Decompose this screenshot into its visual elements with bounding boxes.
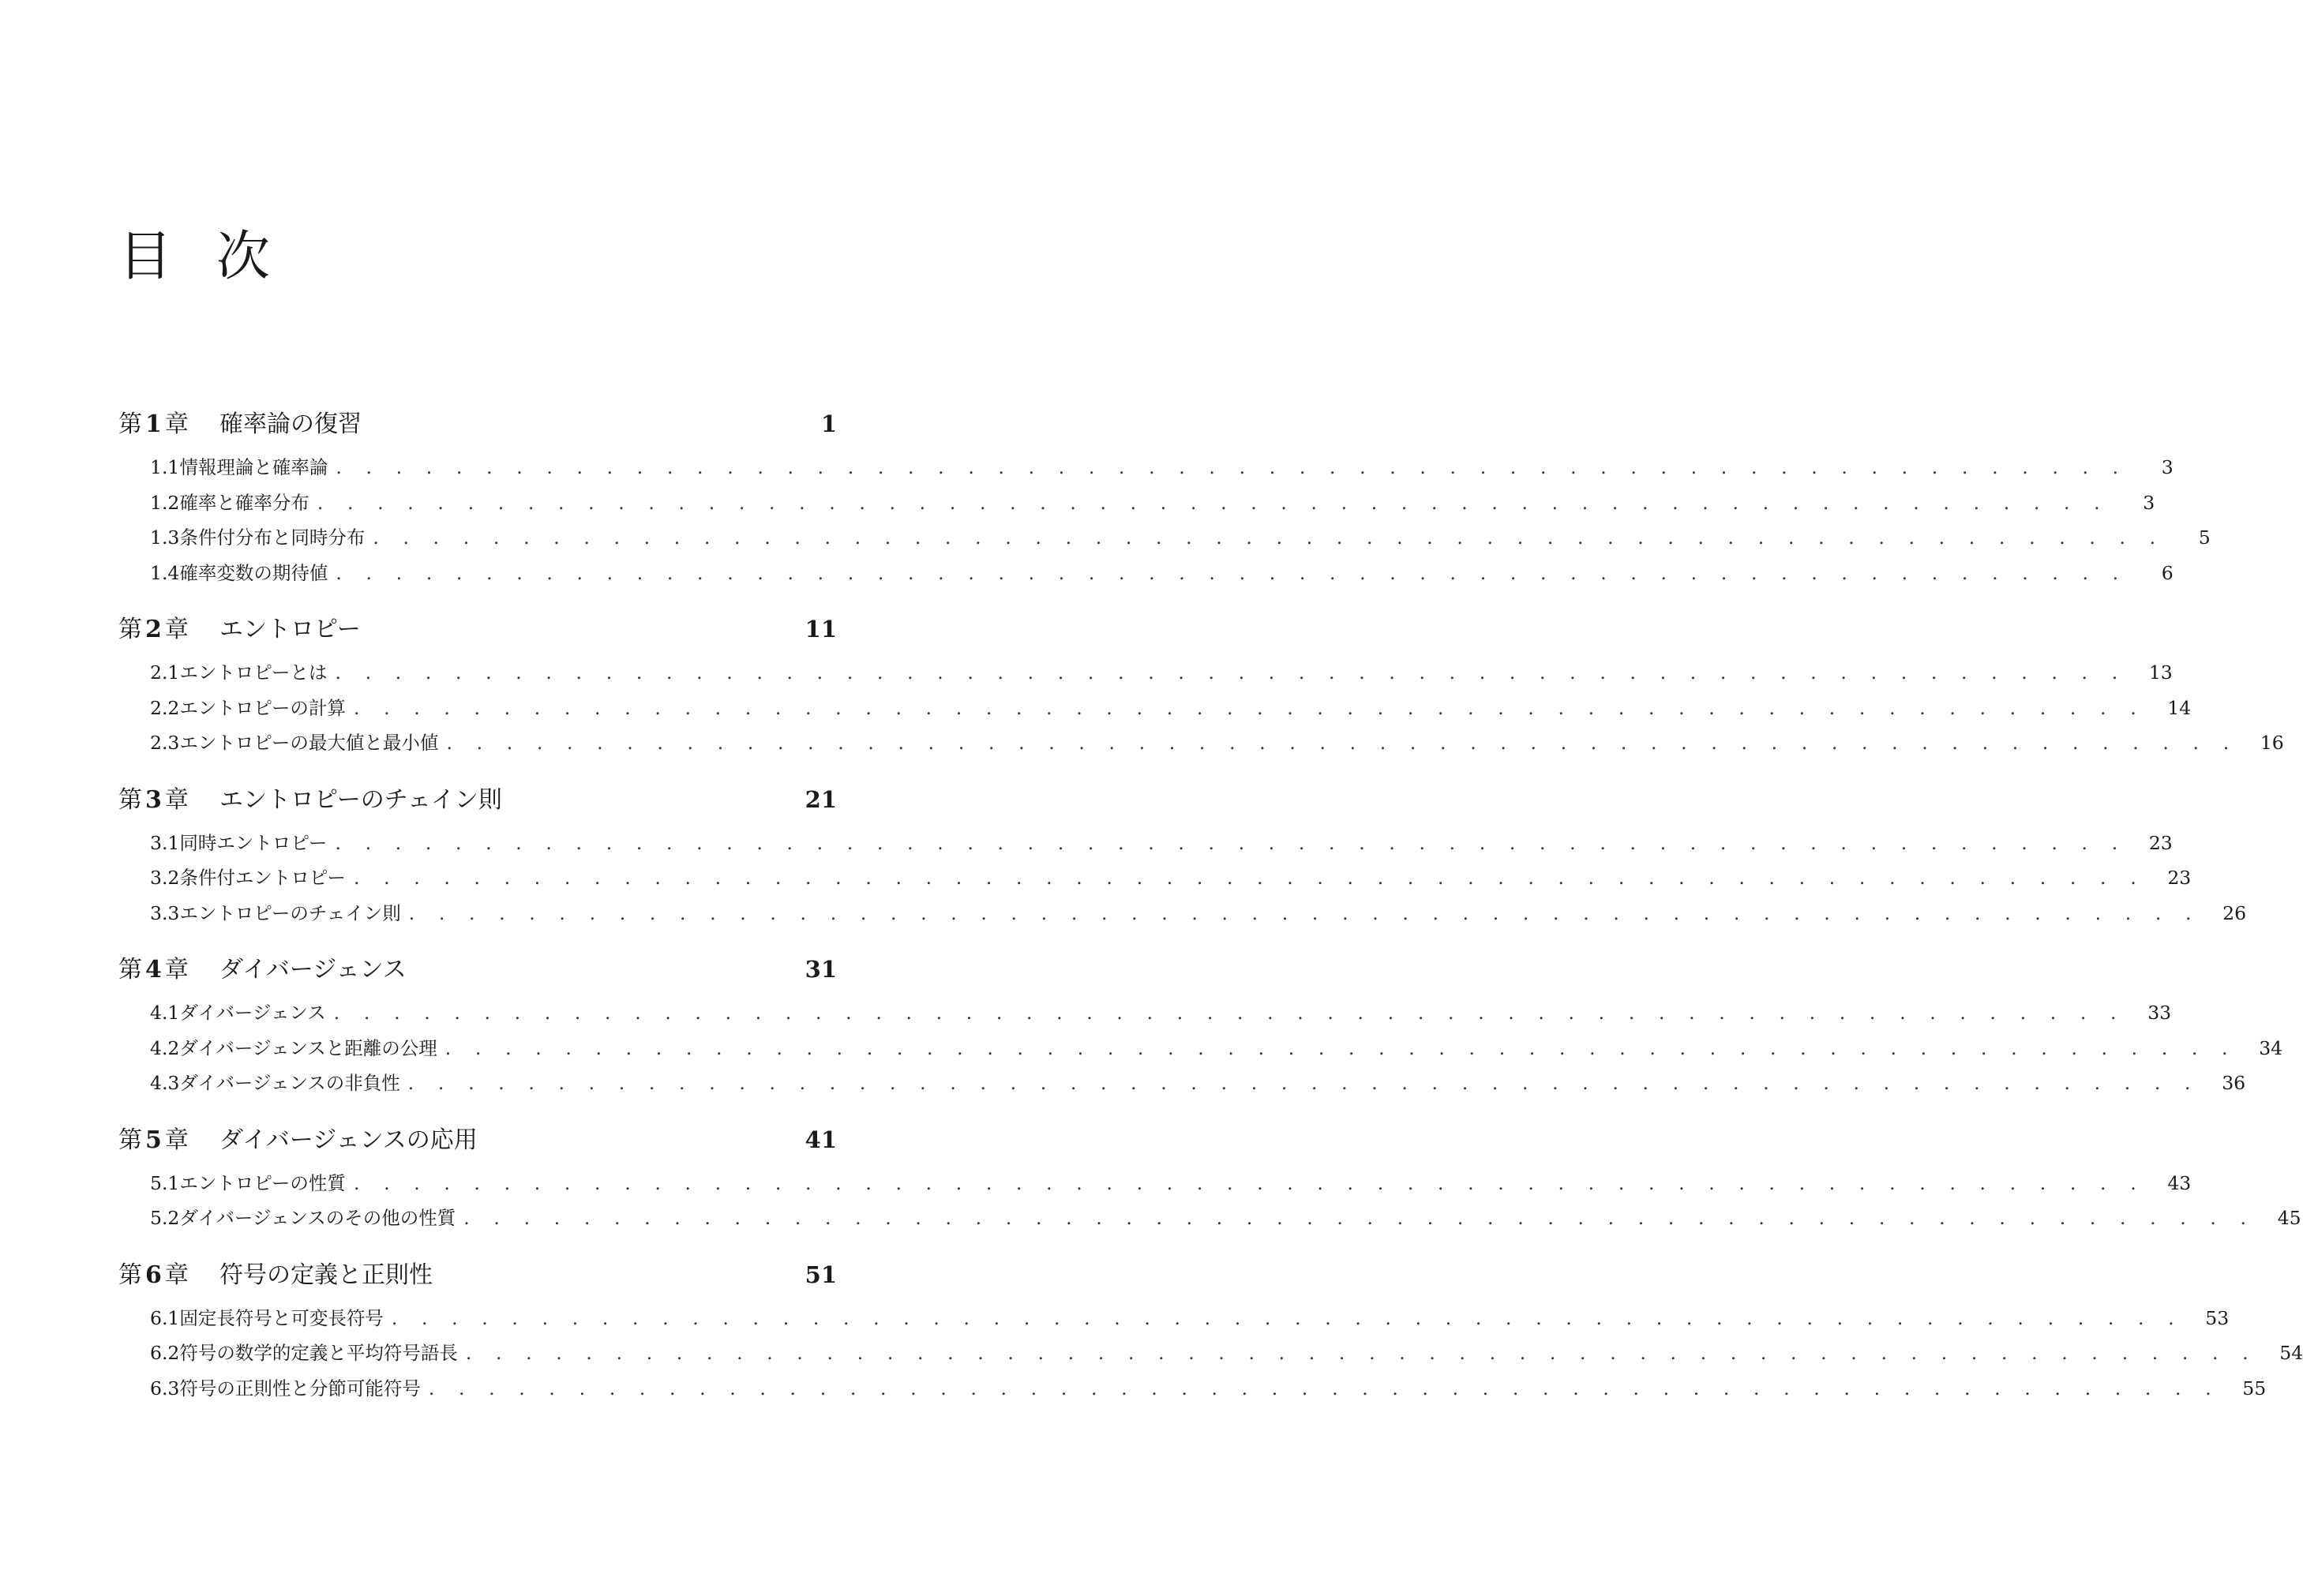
section-entry[interactable] (118, 826, 2173, 861)
chapter-heading[interactable] (118, 777, 837, 822)
section-title: ダイバージェンスと距離の公理 (179, 1036, 437, 1059)
chapter-title: 確率論の復習 (219, 410, 362, 438)
table-of-contents (118, 401, 2303, 1422)
section-page-number: 36 (2222, 1072, 2246, 1094)
dot-leader: . . . . . . . . . . . . . . . . . . . . . . . . . . . . . . . . . . . . . . . . . . . . . . . . . . . . . . . . . . . . (353, 867, 2146, 889)
section-title: 確率と確率分布 (179, 491, 309, 514)
section-page-number: 23 (2167, 867, 2192, 889)
chapter-title: エントロピー (219, 616, 361, 643)
section-title: 固定長符号と可変長符号 (179, 1306, 384, 1329)
section-entry[interactable] (118, 556, 2174, 591)
chapter-heading[interactable] (118, 401, 837, 447)
dot-leader: . . . . . . . . . . . . . . . . . . . . . . . . . . . . . . . . . . . . . . . . . . . . . . . . . . . . . . . . . . . . (428, 1377, 2221, 1399)
chapter-number-value: 6 (145, 1261, 162, 1289)
chapter-label-prefix: 第 (118, 616, 142, 643)
section-number: 5.1 (150, 1171, 180, 1194)
dot-leader: . . . . . . . . . . . . . . . . . . . . . . . . . . . . . . . . . . . . . . . . . . . . . . . . . . . . . . . . . . . . (373, 526, 2165, 549)
section-page-number: 23 (2148, 831, 2173, 854)
dot-leader: . . . . . . . . . . . . . . . . . . . . . . . . . . . . . . . . . . . . . . . . . . . . . . . . . . . . . . . . . . . . (465, 1342, 2258, 1364)
section-page-number: 43 (2167, 1171, 2192, 1194)
section-page-number: 53 (2205, 1306, 2230, 1329)
section-title: エントロピーのチェイン則 (179, 901, 401, 924)
dot-leader: . . . . . . . . . . . . . . . . . . . . . . . . . . . . . . . . . . . . . . . . . . . . . . . . . . . . . . . . . . . . (353, 696, 2146, 719)
section-page-number: 3 (2143, 491, 2155, 514)
section-page-number: 45 (2277, 1207, 2301, 1229)
dot-leader: . . . . . . . . . . . . . . . . . . . . . . . . . . . . . . . . . . . . . . . . . . . . . . . . . . . . . . . . . . . . (333, 1002, 2126, 1024)
section-number: 1.4 (150, 561, 180, 584)
dot-leader: . . . . . . . . . . . . . . . . . . . . . . . . . . . . . . . . . . . . . . . . . . . . . . . . . . . . . . . . . . . . (335, 661, 2127, 684)
section-entry[interactable] (118, 1336, 2303, 1371)
section-number: 2.3 (150, 732, 180, 754)
dot-leader: . . . . . . . . . . . . . . . . . . . . . . . . . . . . . . . . . . . . . . . . . . . . . . . . . . . . . . . . . . . . (391, 1306, 2184, 1329)
section-page-number: 6 (2161, 561, 2174, 584)
dot-leader: . . . . . . . . . . . . . . . . . . . . . . . . . . . . . . . . . . . . . . . . . . . . . . . . . . . . . . . . . . . . (446, 732, 2238, 754)
chapter-page-number: 31 (805, 956, 837, 983)
section-entry[interactable] (118, 691, 2192, 726)
dot-leader: . . . . . . . . . . . . . . . . . . . . . . . . . . . . . . . . . . . . . . . . . . . . . . . . . . . . . . . . . . . . (444, 1036, 2237, 1059)
section-number: 1.1 (150, 456, 180, 478)
section-page-number: 33 (2147, 1002, 2172, 1024)
section-entry[interactable] (118, 520, 2211, 556)
chapter-title: ダイバージェンスの応用 (219, 1126, 478, 1154)
section-number: 3.2 (150, 867, 180, 889)
section-entry[interactable] (118, 995, 2172, 1031)
section-title: 条件付エントロピー (179, 867, 346, 889)
chapter-label-suffix: 章 (164, 616, 189, 643)
section-entry[interactable] (118, 485, 2155, 521)
section-number: 6.1 (150, 1306, 180, 1329)
section-number: 4.3 (150, 1072, 180, 1094)
section-entry[interactable] (118, 1371, 2267, 1407)
dot-leader: . . . . . . . . . . . . . . . . . . . . . . . . . . . . . . . . . . . . . . . . . . . . . . . . . . . . . . . . . . . . (317, 491, 2110, 514)
chapter-heading[interactable] (118, 1252, 837, 1298)
section-title: 情報理論と確率論 (179, 456, 328, 478)
chapter-number-value: 1 (145, 410, 162, 438)
section-entry[interactable] (118, 1066, 2246, 1101)
page-title: 目次 (118, 226, 315, 288)
section-entry[interactable] (118, 1301, 2230, 1336)
dot-leader: . . . . . . . . . . . . . . . . . . . . . . . . . . . . . . . . . . . . . . . . . . . . . . . . . . . . . . . . . . . . (407, 1072, 2200, 1094)
chapter-title: エントロピーのチェイン則 (219, 785, 502, 814)
section-title: エントロピーの最大値と最小値 (179, 732, 439, 754)
chapter-label-suffix: 章 (164, 1126, 189, 1154)
chapter-number (118, 1253, 219, 1298)
dot-leader: . . . . . . . . . . . . . . . . . . . . . . . . . . . . . . . . . . . . . . . . . . . . . . . . . . . . . . . . . . . . (336, 561, 2128, 584)
section-number: 3.1 (150, 831, 180, 854)
chapter-page-number: 1 (820, 410, 837, 437)
section-page-number: 54 (2279, 1342, 2303, 1364)
section-page-number: 5 (2198, 526, 2211, 549)
chapter-number (118, 1118, 219, 1163)
chapter-number-value: 5 (145, 1126, 162, 1154)
section-page-number: 14 (2167, 696, 2192, 719)
chapter-heading[interactable] (118, 1117, 837, 1163)
chapter-block (118, 777, 2247, 931)
chapter-page-number: 11 (805, 616, 837, 643)
section-title: 符号の数学的定義と平均符号語長 (179, 1342, 458, 1364)
section-title: 条件付分布と同時分布 (179, 526, 366, 549)
chapter-title: ダイバージェンス (219, 956, 407, 983)
chapter-page-number: 51 (805, 1261, 837, 1288)
section-number: 1.2 (150, 491, 180, 514)
chapter-page-number: 21 (805, 785, 837, 813)
chapter-label-prefix: 第 (118, 410, 142, 438)
section-entry[interactable] (118, 860, 2192, 896)
section-title: ダイバージェンスのその他の性質 (179, 1207, 456, 1229)
section-title: ダイバージェンスの非負性 (179, 1072, 400, 1094)
section-number: 3.3 (150, 901, 180, 924)
chapter-number (118, 947, 219, 993)
chapter-number-value: 4 (145, 956, 162, 983)
chapter-label-suffix: 章 (164, 410, 189, 438)
section-entry[interactable] (118, 655, 2173, 691)
section-number: 6.3 (150, 1377, 180, 1399)
section-entry[interactable] (118, 1031, 2283, 1066)
section-title: エントロピーとは (179, 661, 328, 684)
section-number: 2.1 (150, 661, 180, 684)
chapter-number-value: 2 (145, 616, 162, 643)
section-number: 1.3 (150, 526, 180, 549)
section-page-number: 16 (2260, 732, 2284, 754)
section-title: ダイバージェンス (179, 1002, 326, 1024)
section-page-number: 26 (2222, 901, 2247, 924)
chapter-block (118, 1117, 2301, 1236)
section-page-number: 34 (2259, 1036, 2283, 1059)
section-entry[interactable] (118, 1166, 2192, 1201)
section-number: 4.2 (150, 1036, 180, 1059)
section-number: 4.1 (150, 1002, 180, 1024)
dot-leader: . . . . . . . . . . . . . . . . . . . . . . . . . . . . . . . . . . . . . . . . . . . . . . . . . . . . . . . . . . . . (336, 456, 2128, 478)
chapter-number (118, 402, 219, 448)
section-number: 6.2 (150, 1342, 180, 1364)
section-entry[interactable] (118, 725, 2284, 761)
dot-leader: . . . . . . . . . . . . . . . . . . . . . . . . . . . . . . . . . . . . . . . . . . . . . . . . . . . . . . . . . . . . (463, 1207, 2256, 1229)
chapter-block (118, 946, 2283, 1101)
chapter-block (118, 401, 2211, 590)
chapter-number (118, 777, 219, 823)
section-number: 2.2 (150, 696, 180, 719)
section-title: エントロピーの計算 (179, 696, 346, 719)
chapter-title: 符号の定義と正則性 (219, 1261, 433, 1289)
section-page-number: 3 (2161, 456, 2174, 478)
section-entry[interactable] (118, 896, 2247, 931)
section-page-number: 13 (2148, 661, 2173, 684)
section-entry[interactable] (118, 1201, 2301, 1236)
section-title: エントロピーの性質 (179, 1171, 346, 1194)
chapter-label-suffix: 章 (164, 785, 189, 814)
dot-leader: . . . . . . . . . . . . . . . . . . . . . . . . . . . . . . . . . . . . . . . . . . . . . . . . . . . . . . . . . . . . (353, 1171, 2146, 1194)
section-page-number: 55 (2242, 1377, 2267, 1399)
section-title: 符号の正則性と分節可能符号 (179, 1377, 421, 1399)
chapter-page-number: 41 (805, 1126, 837, 1153)
chapter-label-prefix: 第 (118, 1261, 142, 1289)
chapter-label-suffix: 章 (164, 956, 189, 983)
chapter-label-prefix: 第 (118, 1126, 142, 1154)
chapter-block (118, 606, 2284, 761)
chapter-label-prefix: 第 (118, 785, 142, 814)
section-title: 同時エントロピー (179, 831, 328, 854)
chapter-number-value: 3 (145, 785, 162, 814)
chapter-label-prefix: 第 (118, 956, 142, 983)
chapter-heading[interactable] (118, 606, 837, 652)
dot-leader: . . . . . . . . . . . . . . . . . . . . . . . . . . . . . . . . . . . . . . . . . . . . . . . . . . . . . . . . . . . . (408, 901, 2201, 924)
section-title: 確率変数の期待値 (179, 561, 328, 584)
chapter-block (118, 1252, 2303, 1407)
dot-leader: . . . . . . . . . . . . . . . . . . . . . . . . . . . . . . . . . . . . . . . . . . . . . . . . . . . . . . . . . . . . (335, 831, 2127, 854)
section-entry[interactable] (118, 450, 2174, 485)
section-number: 5.2 (150, 1207, 180, 1229)
chapter-label-suffix: 章 (164, 1261, 189, 1289)
chapter-heading[interactable] (118, 946, 837, 992)
chapter-number (118, 607, 219, 653)
